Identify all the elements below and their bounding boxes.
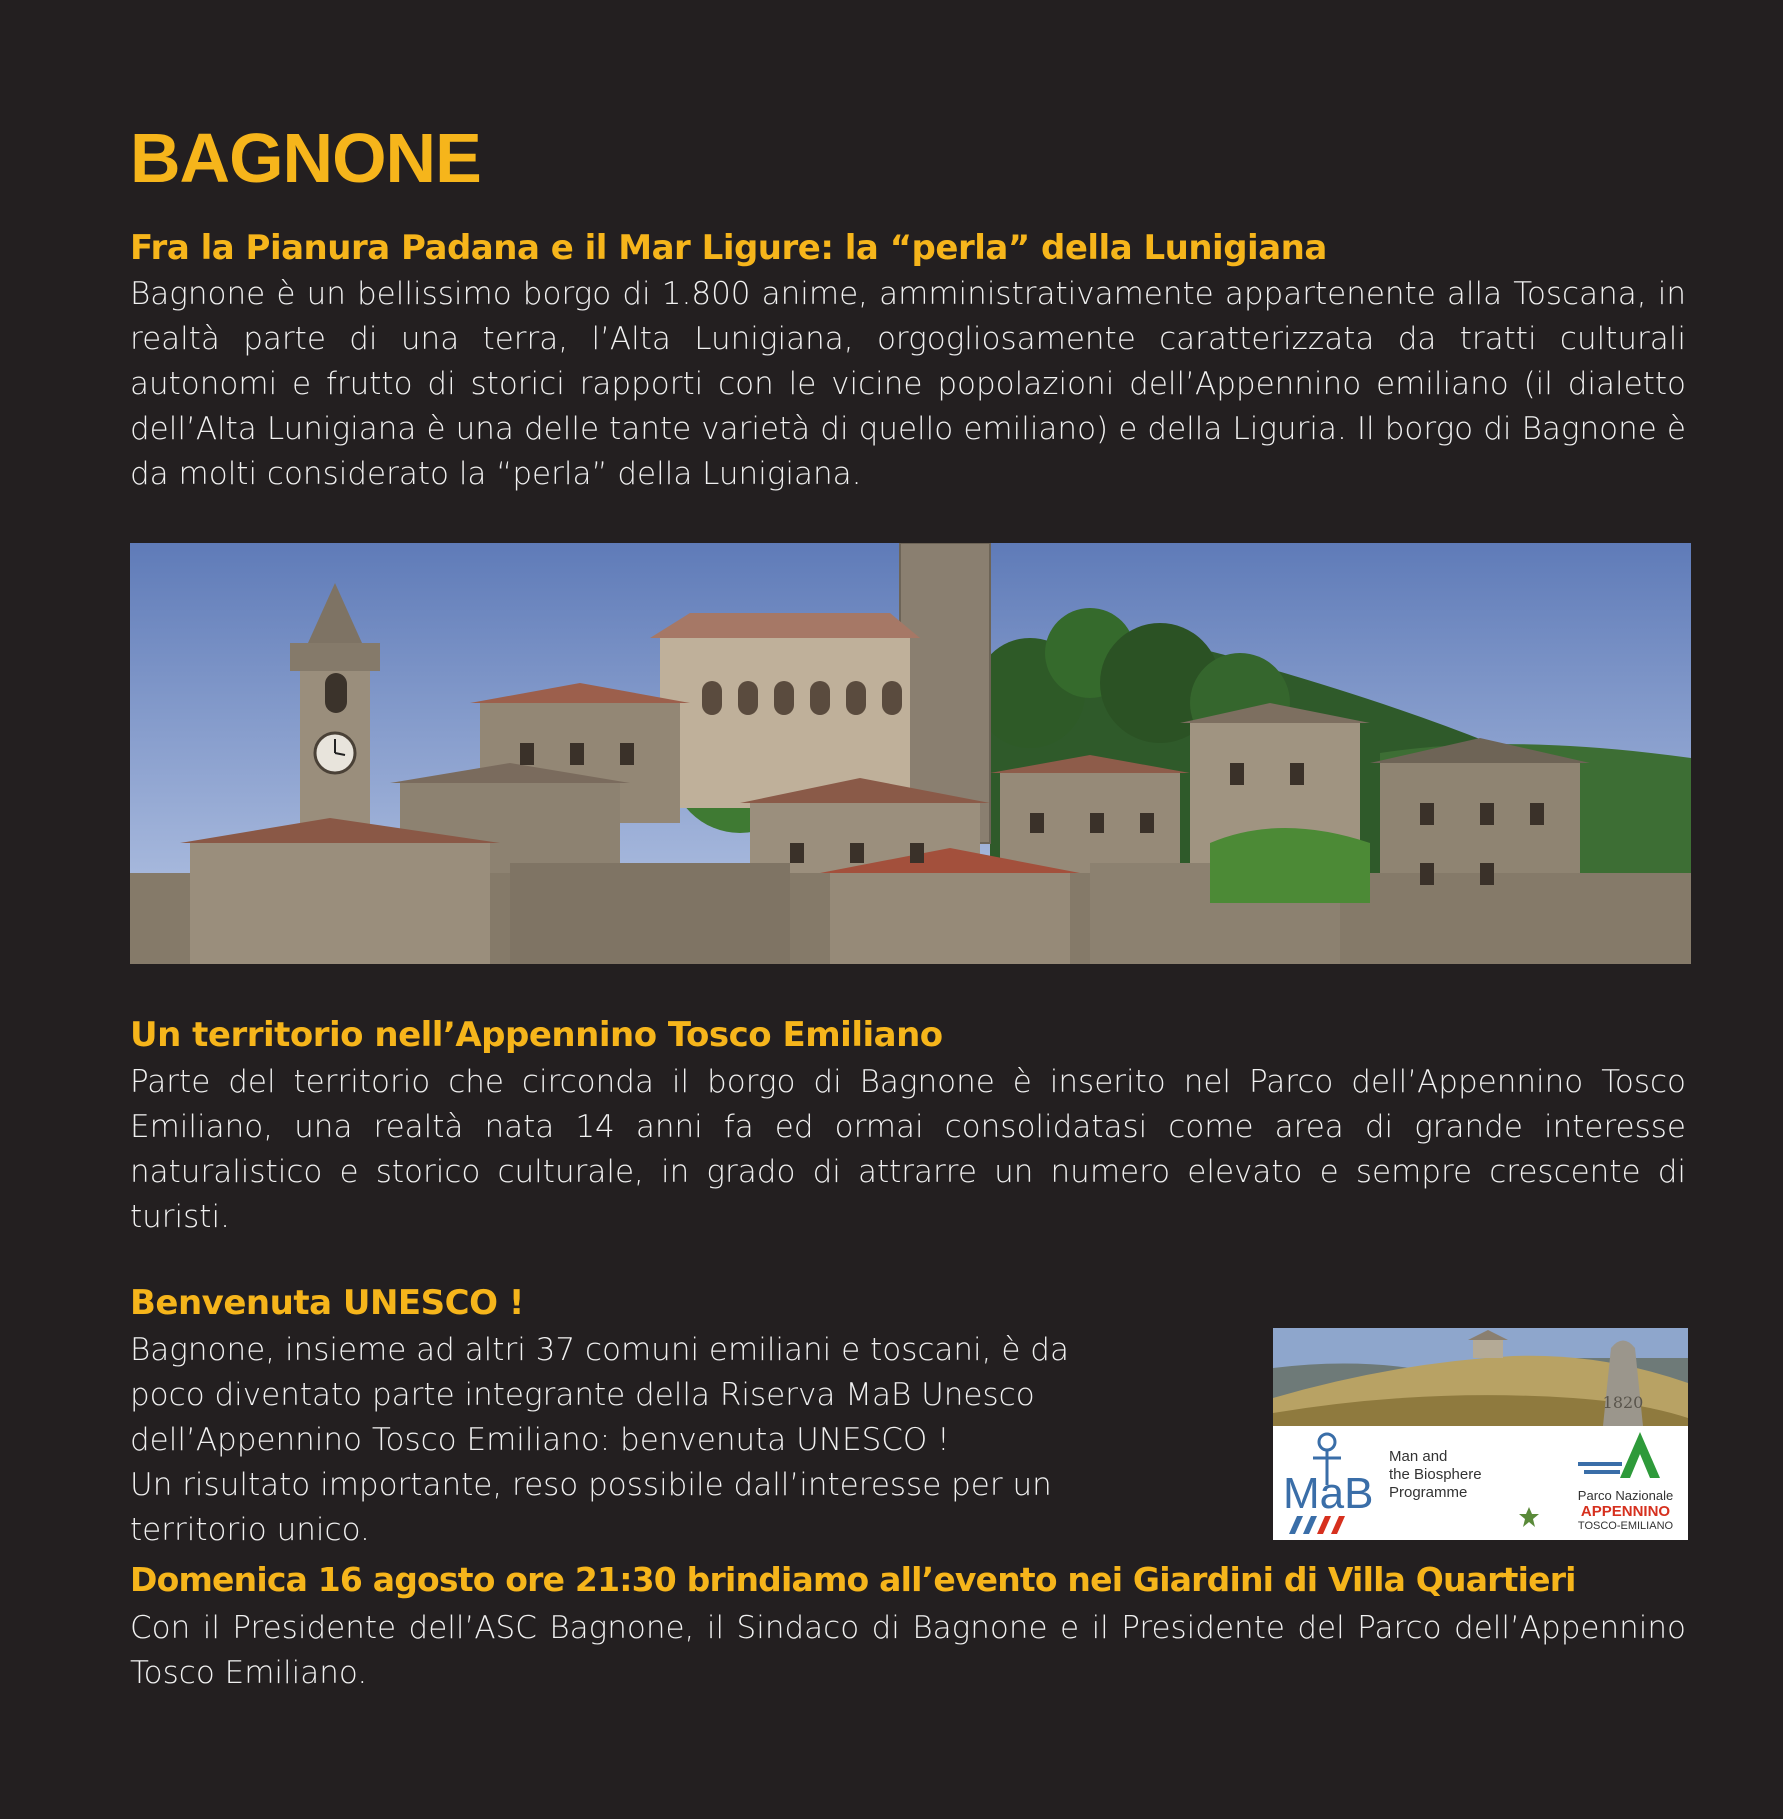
- mab-caption-line: the Biosphere: [1389, 1466, 1482, 1483]
- unesco-line: Un risultato importante, reso possibile dall’interesse per un: [130, 1467, 1052, 1503]
- section-body-unesco: [130, 1328, 1140, 1553]
- stone-year: 1820: [1602, 1393, 1644, 1412]
- section-body-perla: Bagnone è un bellissimo borgo di 1.800 anime, amministrativamente appartenente alla Toscana, in realtà parte di una terra, l’Alta Lunigiana, orgogliosamente caratterizzata da tratti culturali autonomi e frutto di storici rapporti con le vicine popolazioni dell’Appennino emiliano (il dialetto dell’Alta Lunigiana è una delle tante varietà di quello emiliano) e della Liguria. Il borgo di Bagnone è da molti considerato la “perla” della Lunigiana.: [130, 276, 1686, 492]
- parco-caption-line1: Parco Nazionale: [1577, 1488, 1674, 1503]
- mab-parco-logo-panel: [1273, 1328, 1688, 1540]
- section-heading-territorio: Un territorio nell’Appennino Tosco Emiliano: [130, 1015, 943, 1055]
- page-title: BAGNONE: [130, 119, 481, 197]
- section-body-evento: Con il Presidente dell’ASC Bagnone, il Sindaco di Bagnone e il Presidente del Parco dell’Appennino Tosco Emiliano.: [130, 1610, 1686, 1691]
- section-heading-evento: Domenica 16 agosto ore 21:30 brindiamo all’evento nei Giardini di Villa Quartieri: [130, 1560, 1576, 1599]
- mab-caption: [1389, 1448, 1519, 1502]
- parco-caption: [1563, 1488, 1688, 1533]
- unesco-line: dell’Appennino Tosco Emiliano: benvenuta UNESCO !: [130, 1422, 950, 1458]
- unesco-line: Bagnone, insieme ad altri 37 comuni emiliani e toscani, è da: [130, 1332, 1069, 1368]
- parco-caption-line3: TOSCO-EMILIANO: [1577, 1520, 1674, 1532]
- parco-appennino-logo: [1578, 1430, 1678, 1480]
- mab-logo: [1279, 1430, 1389, 1536]
- unesco-line: territorio unico.: [130, 1512, 370, 1548]
- mab-caption-line: Programme: [1389, 1484, 1468, 1501]
- village-photo: [130, 543, 1691, 964]
- mab-mark: MaB: [1283, 1469, 1374, 1518]
- section-body-territorio: Parte del territorio che circonda il borgo di Bagnone è inserito nel Parco dell’Appennino Tosco Emiliano, una realtà nata 14 anni fa ed ormai consolidatasi come area di grande interesse naturalistico e storico culturale, in grado di attrarre un numero elevato e sempre crescente di turisti.: [130, 1064, 1686, 1235]
- parco-caption-line2: APPENNINO: [1580, 1503, 1671, 1520]
- section-heading-unesco: Benvenuta UNESCO !: [130, 1283, 524, 1323]
- mab-caption-line: Man and: [1389, 1448, 1448, 1465]
- section-heading-perla: Fra la Pianura Padana e il Mar Ligure: la “perla” della Lunigiana: [130, 228, 1327, 268]
- star-icon: [1518, 1506, 1540, 1528]
- unesco-line: poco diventato parte integrante della Riserva MaB Unesco: [130, 1377, 1035, 1413]
- landscape-photo: [1273, 1328, 1688, 1426]
